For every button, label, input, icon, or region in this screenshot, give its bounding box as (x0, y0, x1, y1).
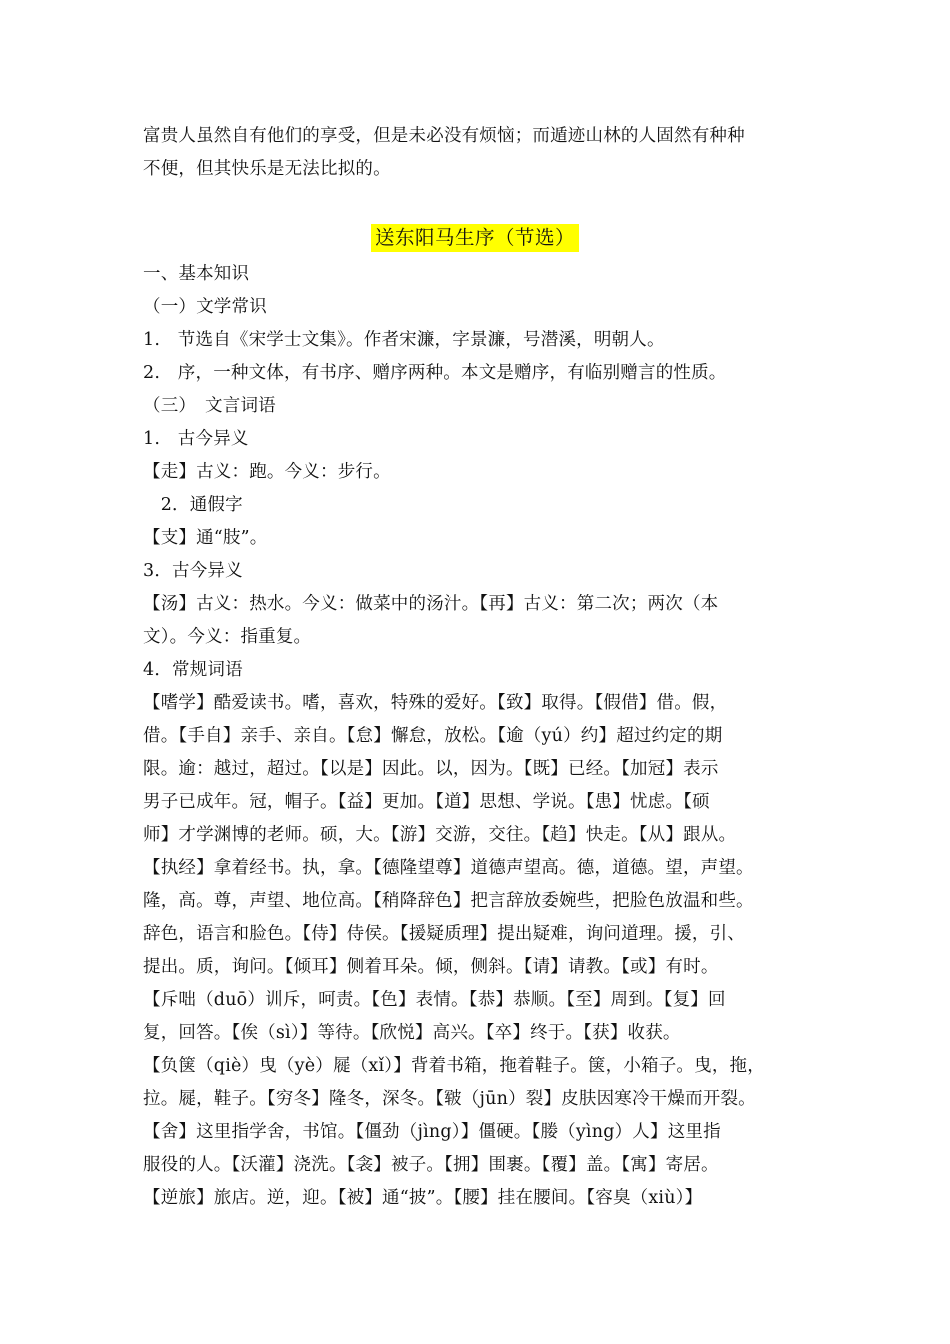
body-line: 【舍】这里指学舍，书馆。【僵劲（jìng）】僵硬。【媵（yìng）人】这里指 (143, 1122, 721, 1142)
subheading-literary-knowledge: （一）文学常识 (143, 297, 267, 317)
body-line: 男子已成年。冠，帽子。【益】更加。【道】思想、学说。【患】忧虑。【硕 (143, 792, 710, 812)
body-line: 【走】古义：跑。今义：步行。 (143, 462, 391, 482)
body-line: 文）。今义：指重复。 (143, 627, 312, 647)
body-line: 4．常规词语 (143, 660, 243, 680)
body-line: 提出。质，询问。【倾耳】侧着耳朵。倾，侧斜。【请】请教。【或】有时。 (143, 957, 719, 977)
body-line: 辞色，语言和脸色。【侍】侍侯。【援疑质理】提出疑难，询问道理。援，引、 (143, 924, 745, 944)
body-line: 2. 序，一种文体，有书序、赠序两种。本文是赠序，有临别赠言的性质。 (143, 363, 727, 383)
body-line: 1. 古今异义 (143, 429, 249, 449)
body-line: 限。逾：越过，超过。【以是】因此。以，因为。【既】已经。【加冠】表示 (143, 759, 719, 779)
body-line: 隆，高。尊，声望、地位高。【稍降辞色】把言辞放委婉些，把脸色放温和些。 (143, 891, 754, 911)
body-line: 【斥咄（duō）训斥，呵责。【色】表情。【恭】恭顺。【至】周到。【复】回 (143, 990, 726, 1010)
section-title: 送东阳马生序（节选） (371, 224, 579, 252)
body-line: 师】才学渊博的老师。硕，大。【游】交游，交往。【趋】快走。【从】跟从。 (143, 825, 737, 845)
body-line: 1. 节选自《宋学士文集》。作者宋濂，字景濂，号潜溪，明朝人。 (143, 330, 665, 350)
body-line: 借。【手自】亲手、亲自。【怠】懈怠，放松。【逾（yú）约】超过约定的期 (143, 726, 723, 746)
body-line: 【支】通“肢”。 (143, 528, 268, 548)
body-line: 【逆旅】旅店。逆，迎。【被】通“披”。【腰】挂在腰间。【容臭（xiù）】 (143, 1188, 703, 1208)
section-title-wrap (0, 224, 950, 252)
intro-line: 富贵人虽然自有他们的享受，但是未必没有烦恼；而遁迹山林的人固然有种种 (143, 126, 745, 146)
body-line: 【执经】拿着经书。执，拿。【德隆望尊】道德声望高。德，道德。望，声望。 (143, 858, 754, 878)
body-line: 复，回答。【俟（sì）】等待。【欣悦】高兴。【卒】终于。【获】收获。 (143, 1023, 681, 1043)
heading-basic-knowledge: 一、基本知识 (143, 264, 250, 284)
body-line: 2．通假字 (143, 495, 243, 515)
intro-line: 不便，但其快乐是无法比拟的。 (143, 159, 391, 179)
body-line: 【负箧（qiè）曳（yè）屣（xǐ）】背着书箱，拖着鞋子。箧，小箱子。曳，拖， (143, 1056, 765, 1076)
body-line: 3．古今异义 (143, 561, 243, 581)
body-line: 【汤】古义：热水。今义：做菜中的汤汁。【再】古义：第二次；两次（本 (143, 594, 719, 614)
body-line: 拉。屣，鞋子。【穷冬】隆冬，深冬。【皲（jūn）裂】皮肤因寒冷干燥而开裂。 (143, 1089, 756, 1109)
body-line: 【嗜学】酷爱读书。嗜，喜欢，特殊的爱好。【致】取得。【假借】借。假， (143, 693, 728, 713)
body-line: 服役的人。【沃灌】浇洗。【衾】被子。【拥】围裹。【覆】盖。【寓】寄居。 (143, 1155, 719, 1175)
subheading-classical-words: （三） 文言词语 (143, 396, 276, 416)
